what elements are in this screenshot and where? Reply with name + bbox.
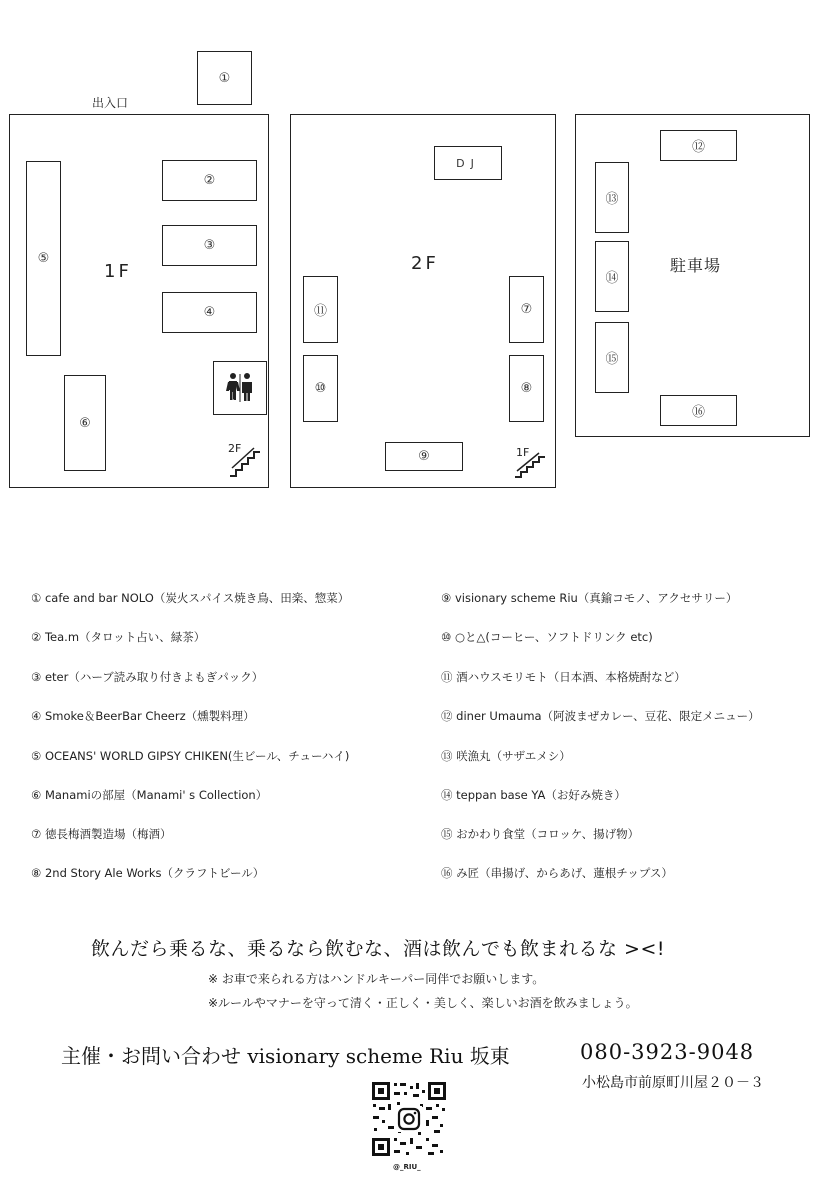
legend-item: ⑥ Manamiの部屋（Manami' s Collection） xyxy=(31,788,268,802)
legend-item: ② Tea.m（タロット占い、緑茶） xyxy=(31,630,206,644)
legend-item: ⑫ diner Umauma（阿波まぜカレー、豆花、限定メニュー） xyxy=(441,709,760,723)
booth-number: ⑦ xyxy=(520,302,533,317)
booth-number: ⑫ xyxy=(691,140,705,155)
phone-number: 080-3923-9048 xyxy=(580,1040,755,1064)
booth-7 xyxy=(509,276,544,343)
note-manners: ※ルールやマナーを守って清く・正しく・美しく、楽しいお酒を飲みましょう。 xyxy=(208,996,638,1010)
booth-16 xyxy=(660,395,737,426)
address: 小松島市前原町川屋２０－３ xyxy=(582,1075,764,1091)
booth-9 xyxy=(385,442,463,471)
booth-15 xyxy=(595,322,629,393)
booth-number: ⑬ xyxy=(605,192,619,207)
note-hand-keeper: ※ お車で来られる方はハンドルキーパー同伴でお願いします。 xyxy=(208,972,545,986)
booth-4 xyxy=(162,292,257,333)
booth-number: ⑯ xyxy=(691,405,705,420)
restroom-icon xyxy=(214,362,266,414)
qr-code-icon xyxy=(370,1080,448,1158)
parking-label: 駐車場 xyxy=(670,256,722,275)
booth-12 xyxy=(660,130,737,161)
booth-number: ⑭ xyxy=(605,271,619,286)
booth-2 xyxy=(162,160,257,201)
legend-item: ⑦ 徳長梅酒製造場（梅酒） xyxy=(31,827,172,841)
booth-10 xyxy=(303,355,338,422)
stairs-up-label: 2F xyxy=(228,442,242,455)
booth-number: ⑩ xyxy=(314,381,327,396)
stairs-icon xyxy=(228,444,264,478)
legend-item: ⑤ OCEANS' WORLD GIPSY CHIKEN(生ビール、チューハイ) xyxy=(31,749,350,763)
legend-item: ⑪ 酒ハウスモリモト（日本酒、本格焼酎など） xyxy=(441,670,686,684)
booth-number: ⑤ xyxy=(37,251,50,266)
legend-item: ⑭ teppan base YA（お好み焼き） xyxy=(441,788,626,802)
dj-label: DJ xyxy=(456,156,480,170)
legend-item: ④ Smoke＆BeerBar Cheerz（燻製料理） xyxy=(31,709,255,723)
booth-1 xyxy=(197,51,252,105)
booth-number: ⑨ xyxy=(418,449,430,464)
floor-2f-label: 2F xyxy=(411,253,439,274)
floor-1f-label: 1F xyxy=(104,261,132,282)
booth-number: ③ xyxy=(203,238,216,253)
safety-motto: 飲んだら乗るな、乗るなら飲むな、酒は飲んでも飲まれるな ><! xyxy=(91,938,665,960)
legend-item: ⑯ み匠（串揚げ、からあげ、蓮根チップス） xyxy=(441,866,673,880)
booth-14 xyxy=(595,241,629,312)
booth-number: ⑮ xyxy=(605,352,619,367)
instagram-handle: @_RIU_ xyxy=(393,1163,421,1171)
booth-number: ⑪ xyxy=(313,304,327,319)
booth-13 xyxy=(595,162,629,233)
booth-number: ② xyxy=(203,173,216,188)
booth-number: ⑥ xyxy=(79,415,91,431)
booth-11 xyxy=(303,276,338,343)
entrance-label: 出入口 xyxy=(92,96,129,110)
dj-booth xyxy=(434,146,502,180)
stairs-icon xyxy=(513,449,549,479)
booth-8 xyxy=(509,355,544,422)
legend-item: ③ eter（ハーブ読み取り付きよもぎパック） xyxy=(31,670,264,684)
booth-5 xyxy=(26,161,61,356)
legend-item: ⑮ おかわり食堂（コロッケ、揚げ物） xyxy=(441,827,640,841)
legend-item: ① cafe and bar NOLO（炭火スパイス焼き鳥、田楽、惣菜） xyxy=(31,591,350,605)
booth-3 xyxy=(162,225,257,266)
legend-item: ⑬ 咲漁丸（サザエメシ） xyxy=(441,749,571,763)
legend-item: ⑩ ○と△(コーヒー、ソフトドリンク etc) xyxy=(441,630,653,644)
booth-number: ⑧ xyxy=(520,381,533,396)
restroom xyxy=(213,361,267,415)
legend-item: ⑨ visionary scheme Riu（真鍮コモノ、アクセサリー） xyxy=(441,591,738,605)
booth-number: ④ xyxy=(203,305,216,320)
legend-item: ⑧ 2nd Story Ale Works（クラフトビール） xyxy=(31,866,265,880)
booth-6 xyxy=(64,375,106,471)
stairs-down-label: 1F xyxy=(516,446,530,459)
booth-number: ① xyxy=(218,70,231,86)
organizer-contact: 主催・お問い合わせ visionary scheme Riu 坂東 xyxy=(61,1044,510,1068)
